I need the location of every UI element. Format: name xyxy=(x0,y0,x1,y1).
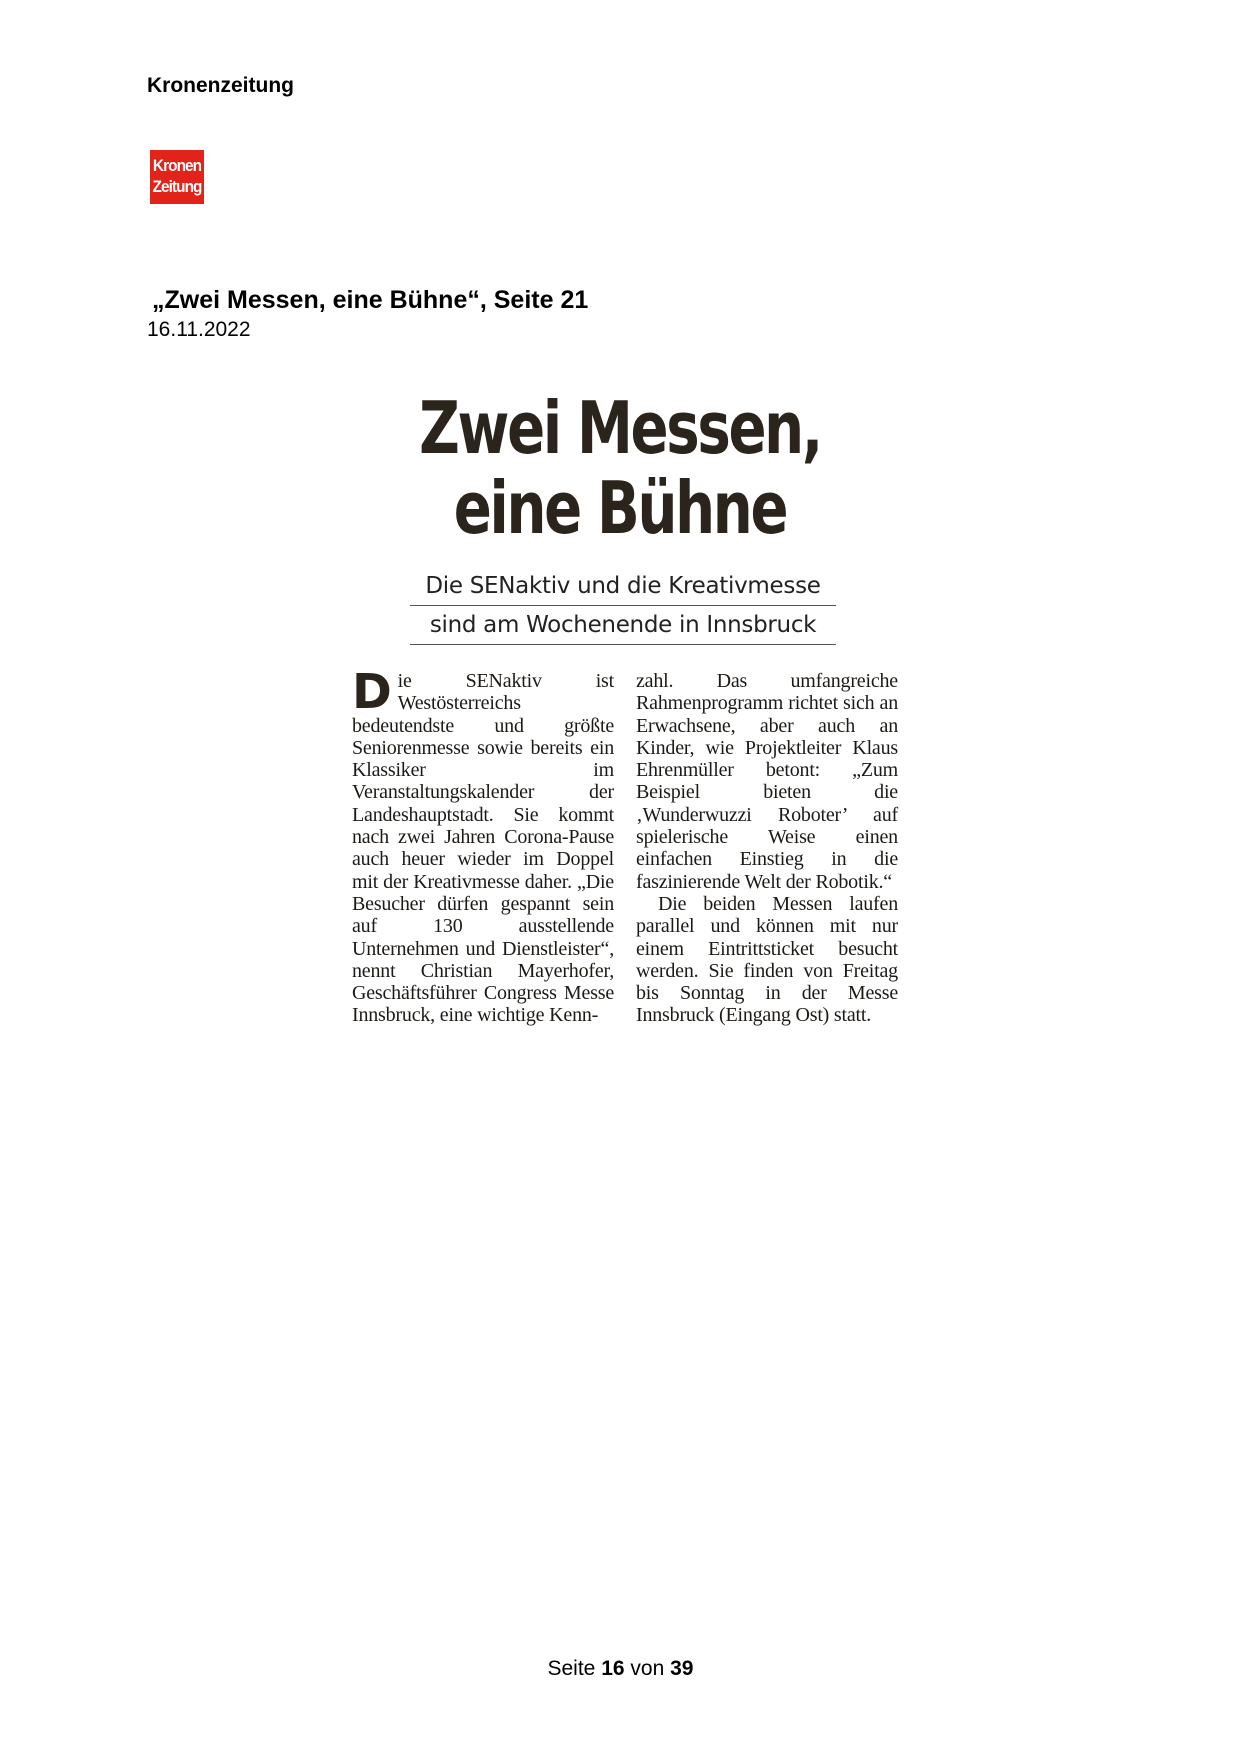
headline-line-2: eine Bühne xyxy=(453,466,787,550)
footer-total-pages: 39 xyxy=(670,1657,694,1680)
logo-line-2: Zeitung xyxy=(152,177,202,196)
article-headline xyxy=(402,388,839,548)
column-2-paragraph-2: Die beiden Messen laufen parallel und können mit nur einem Eintrittsticket besucht werden. Sie finden von Freitag bis Sonntag in der Messe Innsbruck (Eingang Ost) statt. xyxy=(636,892,898,1027)
footer-prefix: Seite xyxy=(547,1657,596,1680)
kronen-zeitung-logo xyxy=(150,150,204,204)
publication-name: Kronenzeitung xyxy=(147,74,294,97)
source-date: 16.11.2022 xyxy=(147,318,251,341)
column-2-paragraph-1: zahl. Das umfangreiche Rahmenprogramm richtet sich an Erwachsene, aber auch an Kinder, wie Projektleiter Klaus Ehrenmüller betont: „Zum Beispiel bieten die ‚Wunderwuzzi Roboter’ auf spielerische Weise einen einfachen Einstieg in die faszinierende Welt der Robotik.“ xyxy=(636,670,898,893)
subhead-line-2: sind am Wochenende in Innsbruck xyxy=(410,606,836,645)
source-title: „Zwei Messen, eine Bühne“, Seite 21 xyxy=(152,286,589,314)
headline-line-1: Zwei Messen, xyxy=(419,386,821,470)
article-column-1 xyxy=(352,664,614,1027)
article-column-2 xyxy=(636,670,898,1027)
footer-page-number: 16 xyxy=(601,1657,625,1680)
subhead-line-1: Die SENaktiv und die Kreativmesse xyxy=(410,567,836,606)
logo-line-1: Kronen xyxy=(152,156,202,175)
article-subhead xyxy=(410,567,836,645)
drop-cap: D xyxy=(352,664,392,720)
page-footer xyxy=(0,1657,1241,1681)
footer-middle: von xyxy=(630,1657,665,1680)
column-1-text: ie SENaktiv ist Westösterreichs bedeutendste und größte Seniorenmesse sowie bereits ein Klassiker im Veranstaltungskalender der Landeshauptstadt. Sie kommt nach zwei Jahren Corona-Pause auch heuer wieder im Doppel mit der Kreativmesse daher. „Die Besucher dürfen gespannt sein auf 130 ausstellende Unternehmen und Dienstleister“, nennt Christian Mayerhofer, Geschäftsführer Congress Messe Innsbruck, eine wichtige Kenn- xyxy=(352,670,614,1027)
